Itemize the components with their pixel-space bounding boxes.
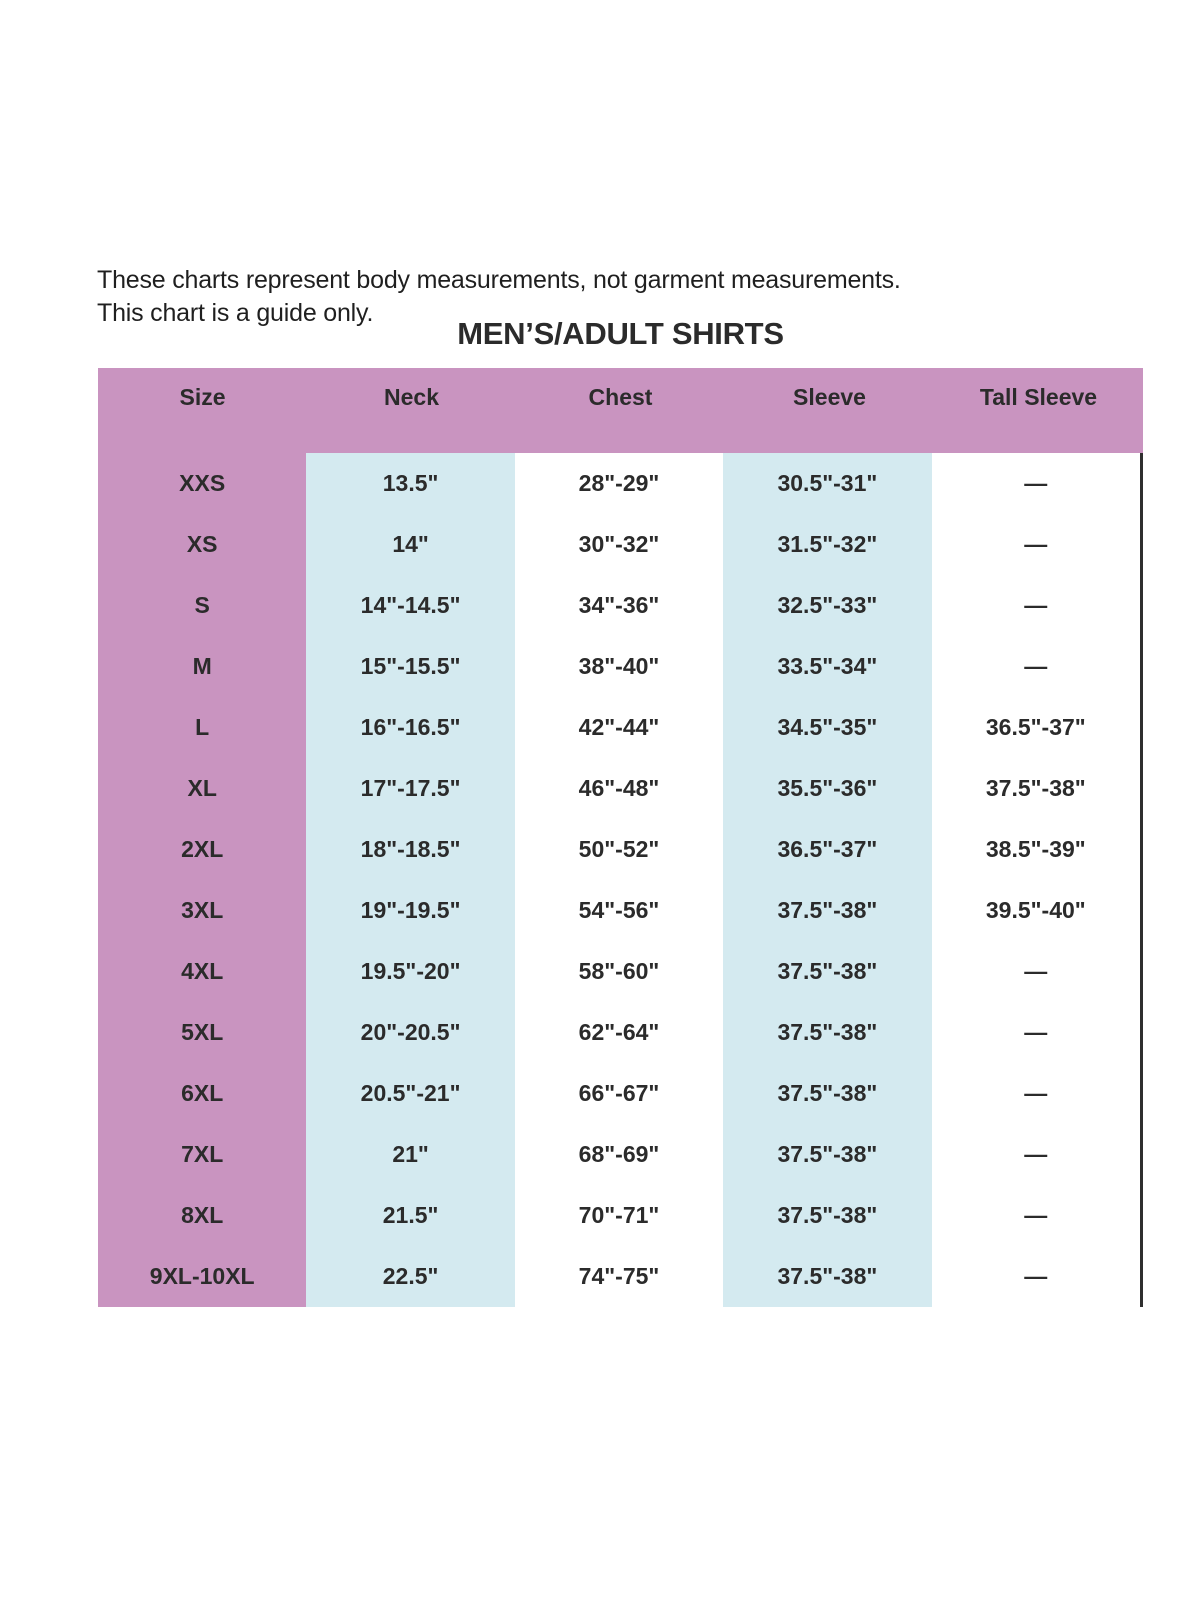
- chest-cell: 50"-52": [578, 836, 660, 862]
- tall-sleeve-cell: —: [1024, 1019, 1048, 1045]
- size-cell: XS: [98, 514, 306, 575]
- size-cell: XXS: [98, 453, 306, 514]
- table-row: [98, 1185, 1140, 1246]
- neck-cell: 18"-18.5": [306, 819, 514, 880]
- chest-cell: 42"-44": [578, 714, 660, 740]
- neck-cell: 15"-15.5": [306, 636, 514, 697]
- chest-cell: 68"-69": [578, 1141, 660, 1167]
- tall-sleeve-cell: —: [1024, 1080, 1048, 1106]
- sleeve-cell: 33.5"-34": [723, 636, 931, 697]
- table-row: [98, 514, 1140, 575]
- neck-cell: 22.5": [306, 1246, 514, 1307]
- sleeve-cell: 37.5"-38": [723, 1063, 931, 1124]
- size-cell: L: [98, 697, 306, 758]
- size-cell: M: [98, 636, 306, 697]
- chest-cell: 66"-67": [578, 1080, 660, 1106]
- column-header-chest: Chest: [588, 384, 653, 410]
- tall-sleeve-cell: —: [1024, 531, 1048, 557]
- neck-cell: 16"-16.5": [306, 697, 514, 758]
- table-row: [98, 1063, 1140, 1124]
- tall-sleeve-cell: 36.5"-37": [985, 714, 1086, 740]
- table-body: [98, 453, 1143, 1307]
- sleeve-cell: 37.5"-38": [723, 1124, 931, 1185]
- table-row: [98, 941, 1140, 1002]
- table-row: [98, 880, 1140, 941]
- chest-cell: 70"-71": [578, 1202, 660, 1228]
- tall-sleeve-cell: 39.5"-40": [985, 897, 1086, 923]
- table-row: [98, 636, 1140, 697]
- intro-line-2: This chart is a guide only.: [97, 299, 374, 327]
- sleeve-cell: 37.5"-38": [723, 1246, 931, 1307]
- tall-sleeve-cell: —: [1024, 470, 1048, 496]
- table-row: [98, 697, 1140, 758]
- size-cell: XL: [98, 758, 306, 819]
- sleeve-cell: 36.5"-37": [723, 819, 931, 880]
- tall-sleeve-cell: —: [1024, 1202, 1048, 1228]
- tall-sleeve-cell: —: [1024, 958, 1048, 984]
- sleeve-cell: 35.5"-36": [723, 758, 931, 819]
- column-header-neck: Neck: [384, 384, 439, 410]
- column-header-size: Size: [179, 384, 226, 410]
- table-row: [98, 575, 1140, 636]
- neck-cell: 17"-17.5": [306, 758, 514, 819]
- table-row: [98, 1124, 1140, 1185]
- sleeve-cell: 32.5"-33": [723, 575, 931, 636]
- chest-cell: 46"-48": [578, 775, 660, 801]
- chest-cell: 28"-29": [578, 470, 660, 496]
- neck-cell: 19.5"-20": [306, 941, 514, 1002]
- neck-cell: 21.5": [306, 1185, 514, 1246]
- sleeve-cell: 31.5"-32": [723, 514, 931, 575]
- table-row: [98, 1002, 1140, 1063]
- tall-sleeve-cell: —: [1024, 1141, 1048, 1167]
- neck-cell: 20"-20.5": [306, 1002, 514, 1063]
- sleeve-cell: 37.5"-38": [723, 880, 931, 941]
- size-cell: S: [98, 575, 306, 636]
- table-row: [98, 1246, 1140, 1307]
- neck-cell: 20.5"-21": [306, 1063, 514, 1124]
- size-cell: 9XL-10XL: [98, 1246, 306, 1307]
- column-header-sleeve: Sleeve: [793, 384, 866, 410]
- size-cell: 5XL: [98, 1002, 306, 1063]
- size-cell: 3XL: [98, 880, 306, 941]
- chest-cell: 74"-75": [578, 1263, 660, 1289]
- size-chart-table: [98, 368, 1143, 1307]
- page-title: MEN’S/ADULT SHIRTS: [457, 316, 784, 351]
- chest-cell: 58"-60": [578, 958, 660, 984]
- column-header-tall-sleeve: Tall Sleeve: [979, 384, 1098, 410]
- tall-sleeve-cell: 38.5"-39": [985, 836, 1086, 862]
- tall-sleeve-cell: —: [1024, 653, 1048, 679]
- table-row: [98, 758, 1140, 819]
- chest-cell: 54"-56": [578, 897, 660, 923]
- table-header-row: [98, 368, 1143, 453]
- neck-cell: 21": [306, 1124, 514, 1185]
- size-cell: 7XL: [98, 1124, 306, 1185]
- chest-cell: 30"-32": [578, 531, 660, 557]
- tall-sleeve-cell: —: [1024, 1263, 1048, 1289]
- neck-cell: 19"-19.5": [306, 880, 514, 941]
- chest-cell: 62"-64": [578, 1019, 660, 1045]
- sleeve-cell: 30.5"-31": [723, 453, 931, 514]
- tall-sleeve-cell: 37.5"-38": [985, 775, 1086, 801]
- size-cell: 6XL: [98, 1063, 306, 1124]
- neck-cell: 14": [306, 514, 514, 575]
- sleeve-cell: 37.5"-38": [723, 941, 931, 1002]
- sleeve-cell: 37.5"-38": [723, 1185, 931, 1246]
- table-row: [98, 453, 1140, 514]
- sleeve-cell: 34.5"-35": [723, 697, 931, 758]
- table-row: [98, 819, 1140, 880]
- neck-cell: 13.5": [306, 453, 514, 514]
- size-cell: 2XL: [98, 819, 306, 880]
- sleeve-cell: 37.5"-38": [723, 1002, 931, 1063]
- tall-sleeve-cell: —: [1024, 592, 1048, 618]
- size-cell: 4XL: [98, 941, 306, 1002]
- size-cell: 8XL: [98, 1185, 306, 1246]
- chest-cell: 38"-40": [578, 653, 660, 679]
- chest-cell: 34"-36": [578, 592, 660, 618]
- intro-line-1: These charts represent body measurements, not garment measurements.: [97, 266, 901, 294]
- neck-cell: 14"-14.5": [306, 575, 514, 636]
